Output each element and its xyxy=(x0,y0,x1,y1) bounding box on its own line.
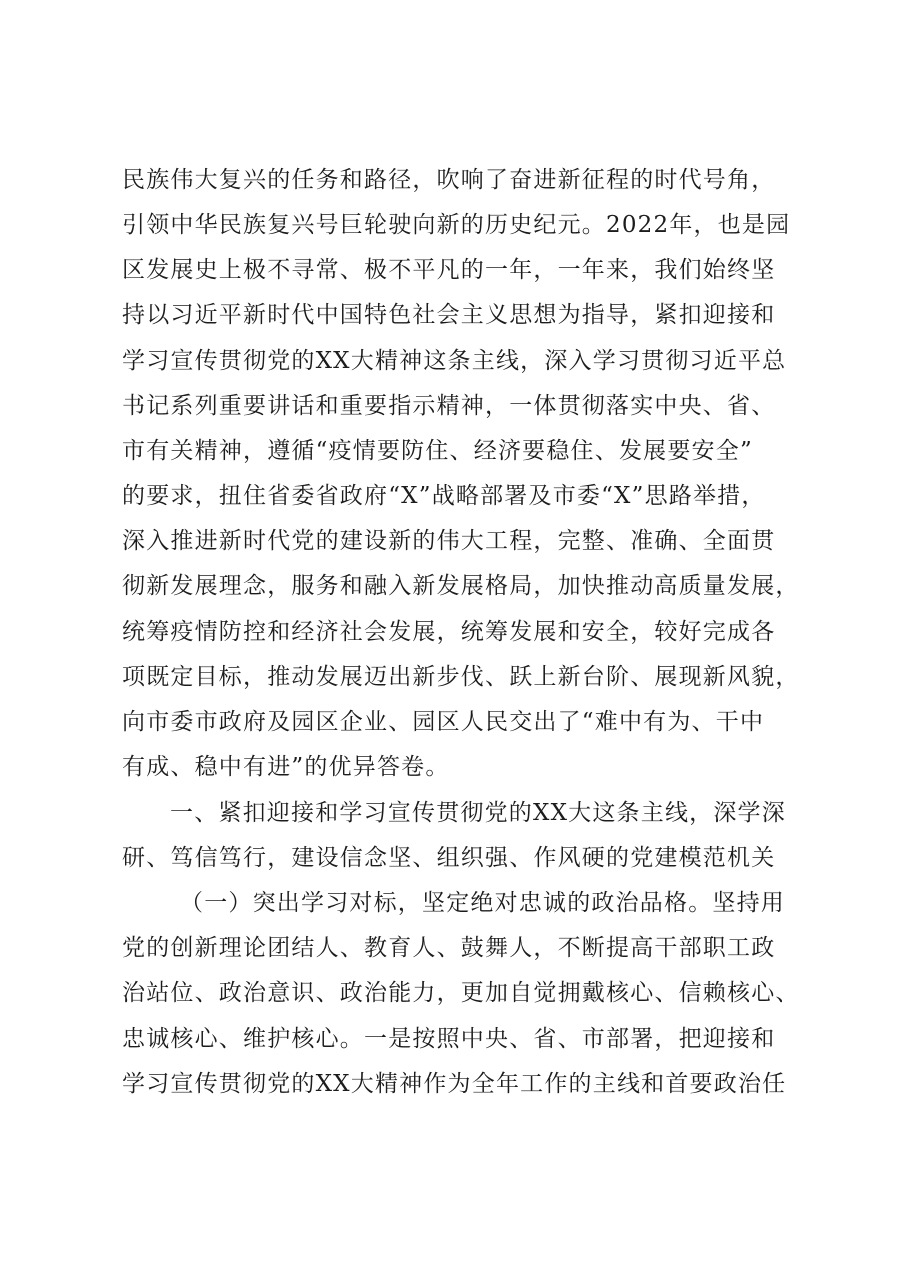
text-line: 学习宣传贯彻党的XX大精神作为全年工作的主线和首要政治任 xyxy=(122,1071,787,1097)
text-line: 彻新发展理念，服务和融入新发展格局，加快推动高质量发展， xyxy=(122,573,800,599)
text-line: 向市委市政府及园区企业、园区人民交出了“难中有为、干中 xyxy=(122,709,765,735)
text-line: 的要求，扭住省委省政府“X”战略部署及市委“X”思路举措， xyxy=(122,483,766,509)
section-heading-line: 一、紧扣迎接和学习宣传贯彻党的XX大这条主线，深学深 xyxy=(170,800,786,826)
text-line: 忠诚核心、维护核心。一是按照中央、省、市部署，把迎接和 xyxy=(122,1026,776,1052)
text-line: 有成、稳中有进”的优异答卷。 xyxy=(122,754,450,780)
text-line: 治站位、政治意识、政治能力，更加自觉拥戴核心、信赖核心、 xyxy=(122,980,800,1006)
text-line: 统筹疫情防控和经济社会发展，统筹发展和安全，较好完成各 xyxy=(122,619,776,645)
text-line: 项既定目标，推动发展迈出新步伐、跃上新台阶、展现新风貌， xyxy=(122,664,800,690)
text-line: 民族伟大复兴的任务和路径，吹响了奋进新征程的时代号角， xyxy=(122,167,776,193)
subsection-line: （一）突出学习对标，坚定绝对忠诚的政治品格。坚持用 xyxy=(180,890,785,916)
text-line: 深入推进新时代党的建设新的伟大工程，完整、准确、全面贯 xyxy=(122,528,776,554)
text-line: 引领中华民族复兴号巨轮驶向新的历史纪元。2022年，也是园 xyxy=(122,212,791,238)
section-heading-line: 研、笃信笃行，建设信念坚、组织强、作风硬的党建模范机关 xyxy=(122,845,776,871)
text-line: 区发展史上极不寻常、极不平凡的一年，一年来，我们始终坚 xyxy=(122,257,776,283)
text-line: 书记系列重要讲话和重要指示精神，一体贯彻落实中央、省、 xyxy=(122,393,776,419)
text-line: 党的创新理论团结人、教育人、鼓舞人，不断提高干部职工政 xyxy=(122,935,776,961)
text-line: 市有关精神，遵循“疫情要防住、经济要稳住、发展要安全” xyxy=(122,438,753,464)
text-line: 学习宣传贯彻党的XX大精神这条主线，深入学习贯彻习近平总 xyxy=(122,348,787,374)
text-line: 持以习近平新时代中国特色社会主义思想为指导，紧扣迎接和 xyxy=(122,302,776,328)
